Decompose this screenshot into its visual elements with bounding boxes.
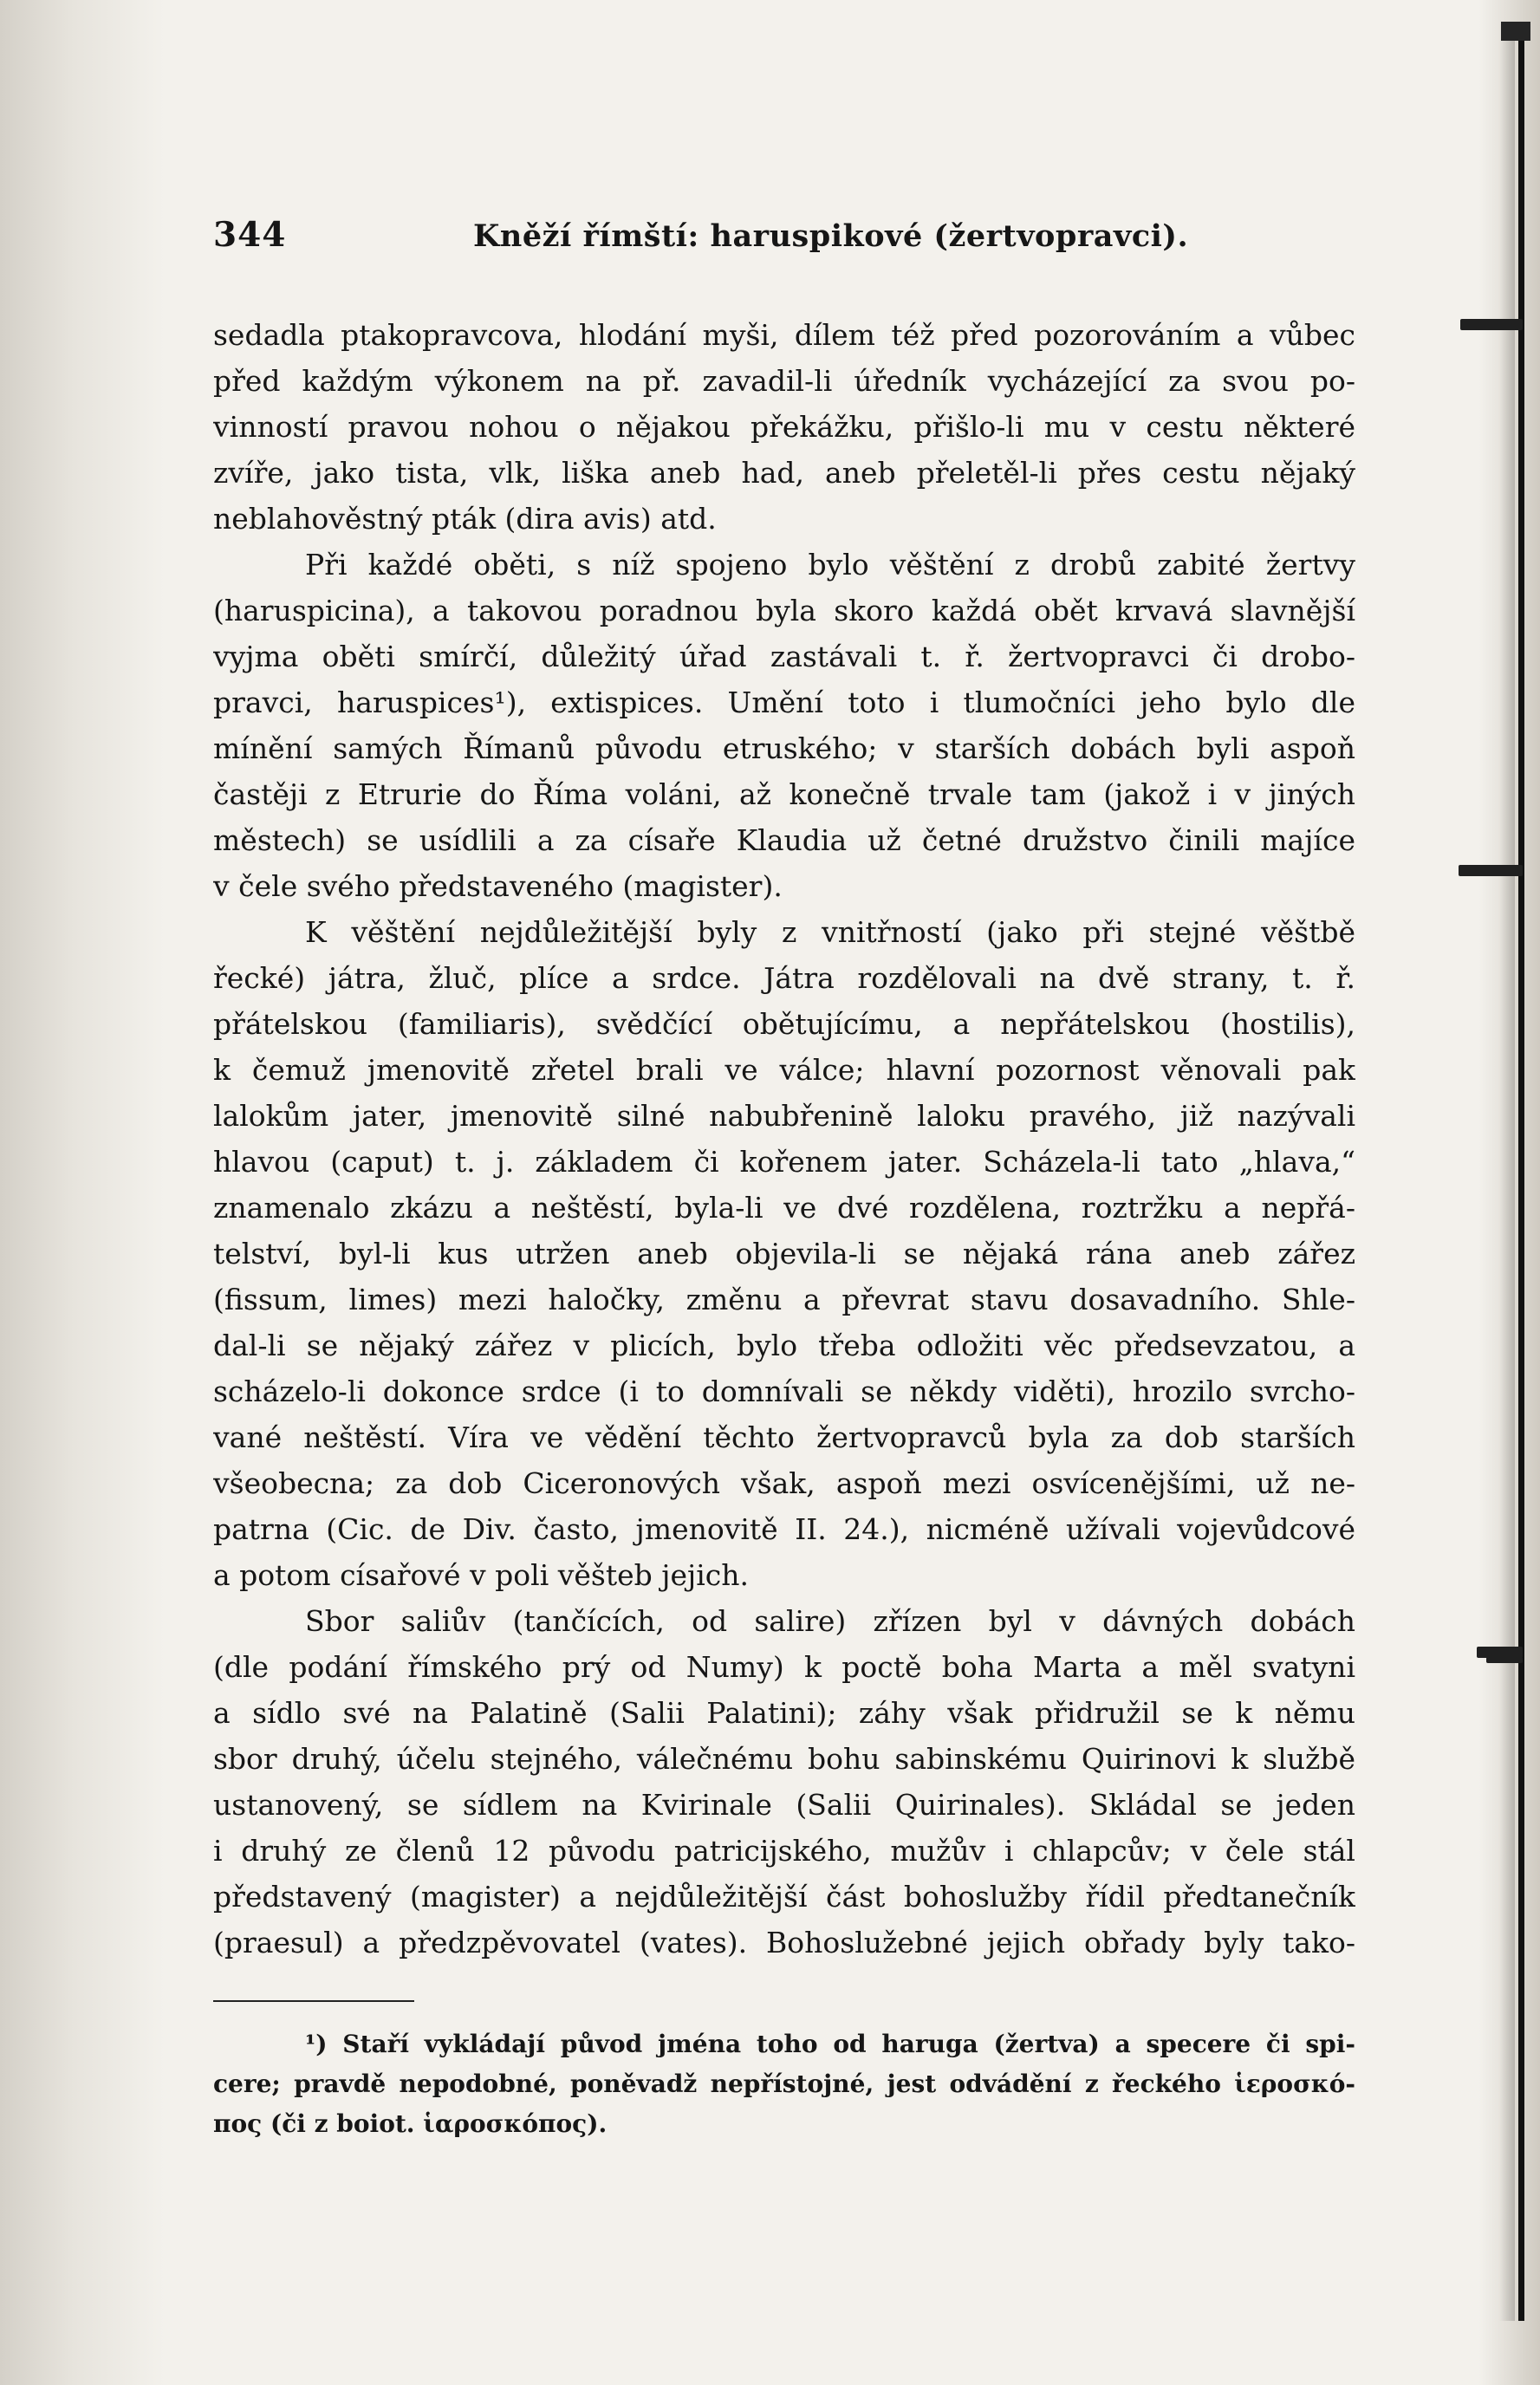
body-line: ustanovený, se sídlem na Kvirinale (Salii Quirinales). Skládal se jeden <box>213 1788 1355 1822</box>
body-line: scházelo-li dokonce srdce (i to domnívali se někdy viděti), hrozilo svrcho- <box>213 1374 1355 1408</box>
footnotes <box>213 2024 1355 2144</box>
body-line: hlavou (caput) t. j. základem či kořenem jater. Scházela-li tato „hlava,“ <box>213 1145 1355 1179</box>
body-line: Sbor saliův (tančících, od salire) zřízen byl v dávných dobách <box>305 1604 1355 1638</box>
body-line: k čemuž jmenovitě zřetel brali ve válce; hlavní pozornost věnovali pak <box>213 1053 1355 1087</box>
body-text <box>213 312 1355 1966</box>
footnote-rule <box>213 2000 414 2002</box>
body-line: vané neštěstí. Víra ve vědění těchto žertvopravců byla za dob starších <box>213 1420 1355 1454</box>
body-line: mínění samých Římanů původu etruského; v starších dobách byli aspoň <box>213 731 1355 765</box>
body-line: Při každé oběti, s níž spojeno bylo věštění z drobů zabité žertvy <box>305 548 1355 582</box>
body-line: před každým výkonem na př. zavadil-li úředník vycházející za svou po- <box>213 364 1355 398</box>
running-title: Kněží římští: haruspikové (žertvopravci). <box>473 218 1189 254</box>
body-line: vyjma oběti smírčí, důležitý úřad zastávali t. ř. žertvopravci či drobo- <box>213 640 1355 673</box>
page-edge <box>1518 24 1524 2321</box>
body-line: sedadla ptakopravcova, hlodání myši, dílem též před pozorováním a vůbec <box>213 318 1355 352</box>
body-line: neblahověstný pták (dira avis) atd. <box>213 502 717 536</box>
book-page <box>213 215 1355 2148</box>
body-line: a sídlo své na Palatině (Salii Palatini); záhy však přidružil se k němu <box>213 1696 1355 1730</box>
footnote-line: ¹) Staří vykládají původ jména toho od haruga (žertva) a specere či spi- <box>305 2030 1355 2058</box>
body-line: vinností pravou nohou o nějakou překážku, přišlo-li mu v cestu některé <box>213 410 1355 444</box>
body-line: K věštění nejdůležitější byly z vnitřností (jako při stejné věštbě <box>305 915 1355 949</box>
body-line: telství, byl-li kus utržen aneb objevila-li se nějaká rána aneb zářez <box>213 1237 1355 1270</box>
footnote-line: cere; pravdě nepodobné, poněvadž nepřístojné, jest odvádění z řeckého ἱεροσκό- <box>213 2070 1355 2098</box>
body-line: (fissum, limes) mezi haločky, změnu a převrat stavu dosavadního. Shle- <box>213 1283 1355 1316</box>
footnote-line: πος (či z boiot. ἱαροσκόπος). <box>213 2109 608 2138</box>
body-line: v čele svého představeného (magister). <box>213 869 783 903</box>
body-line: lalokům jater, jmenovitě silné nabubřenině laloku pravého, již nazývali <box>213 1099 1355 1133</box>
margin-tab-mark <box>1459 865 1523 876</box>
body-line: městech) se usídlili a za císaře Klaudia už četné družstvo činili majíce <box>213 823 1355 857</box>
running-head <box>213 215 1355 265</box>
body-line: (dle podání římského prý od Numy) k poctě boha Marta a měl svatyni <box>213 1650 1355 1684</box>
body-line: i druhý ze členů 12 původu patricijského, mužův i chlapcův; v čele stál <box>213 1834 1355 1868</box>
body-line: a potom císařové v poli věšteb jejich. <box>213 1558 750 1592</box>
page-edge-shadow <box>1499 24 1515 2321</box>
body-line: pravci, haruspices¹), extispices. Umění toto i tlumočníci jeho bylo dle <box>213 686 1355 719</box>
body-line: sbor druhý, účelu stejného, válečnému bohu sabinskému Quirinovi k službě <box>213 1742 1355 1776</box>
body-line: znamenalo zkázu a neštěstí, byla-li ve dvé rozdělena, roztržku a nepřá- <box>213 1191 1355 1225</box>
body-line: všeobecna; za dob Ciceronových však, aspoň mezi osvícenějšími, už ne- <box>213 1466 1355 1500</box>
margin-tab-mark <box>1460 319 1523 330</box>
top-margin-mark <box>1501 22 1530 41</box>
body-line: (haruspicina), a takovou poradnou byla skoro každá obět krvavá slavnější <box>213 594 1355 627</box>
body-line: častěji z Etrurie do Říma voláni, až konečně trvale tam (jakož i v jiných <box>213 777 1355 811</box>
page-number: 344 <box>213 215 287 255</box>
margin-tab-mark <box>1486 1657 1523 1663</box>
body-line: zvíře, jako tista, vlk, liška aneb had, aneb přeletěl-li přes cestu nějaký <box>213 456 1355 490</box>
body-line: přátelskou (familiaris), svědčící obětujícímu, a nepřátelskou (hostilis), <box>213 1007 1355 1041</box>
body-line: řecké) játra, žluč, plíce a srdce. Játra rozdělovali na dvě strany, t. ř. <box>213 961 1355 995</box>
body-line: (praesul) a předzpěvovatel (vates). Bohoslužebné jejich obřady byly tako- <box>213 1926 1355 1959</box>
body-line: patrna (Cic. de Div. často, jmenovitě II. 24.), nicméně užívali vojevůdcové <box>213 1512 1355 1546</box>
body-line: dal-li se nějaký zářez v plicích, bylo třeba odložiti věc předsevzatou, a <box>213 1329 1355 1362</box>
scan-left-shadow <box>0 0 165 2385</box>
body-line: představený (magister) a nejdůležitější část bohoslužby řídil předtanečník <box>213 1880 1355 1914</box>
